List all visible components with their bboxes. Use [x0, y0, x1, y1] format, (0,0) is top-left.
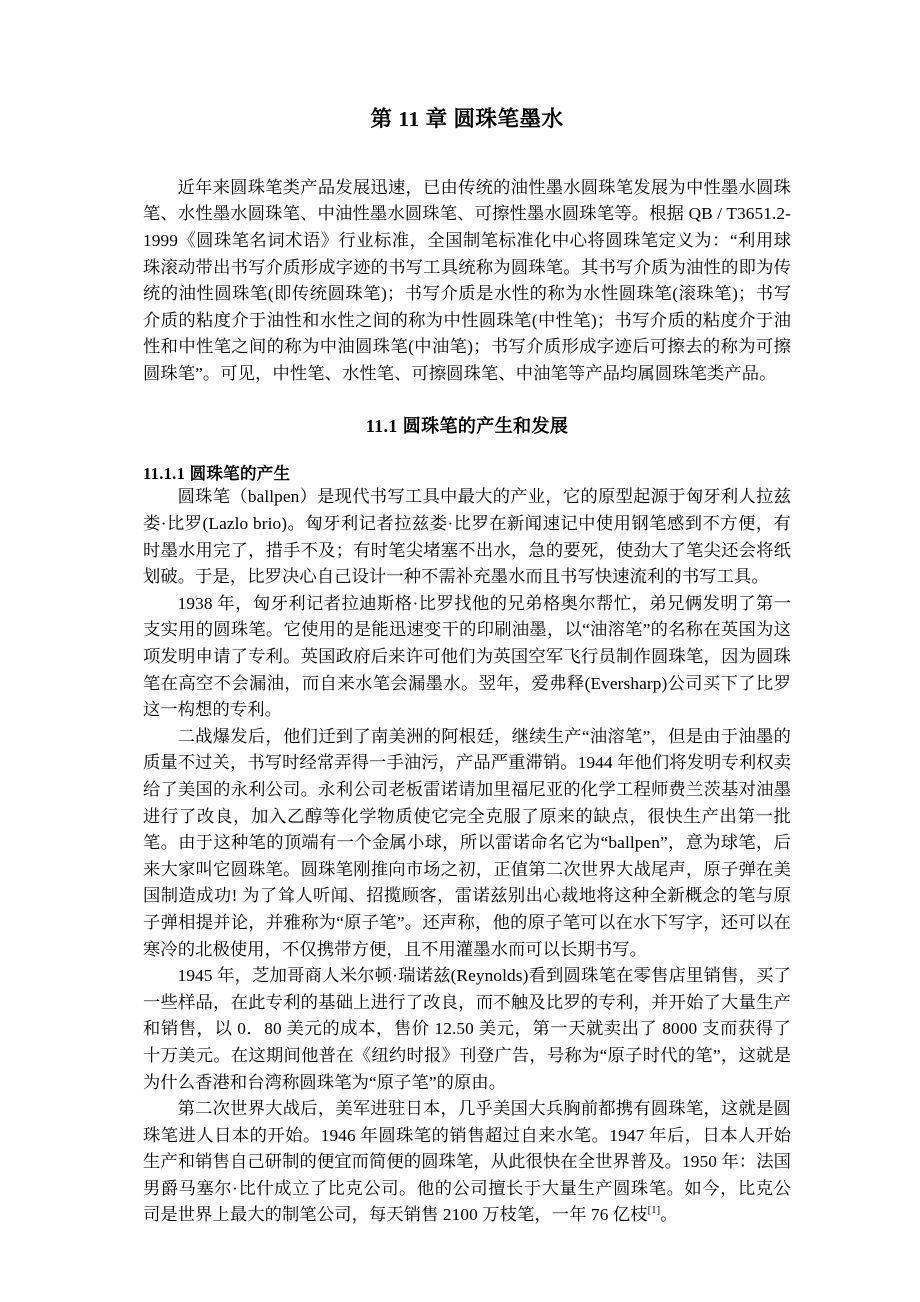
body-paragraph-5 — [143, 1096, 791, 1229]
page-content — [143, 0, 791, 1229]
reference-marker: [1] — [647, 1205, 661, 1217]
intro-paragraph: 近年来圆珠笔类产品发展迅速，已由传统的油性墨水圆珠笔发展为中性墨水圆珠笔、水性墨水圆珠笔、中油性墨水圆珠笔、可擦性墨水圆珠笔等。根据 QB / T3651.2-1999《圆珠笔名词术语》行业标准，全国制笔标准化中心将圆珠笔定义为：“利用球珠滚动带出书写介质形成字迹的书写工具统称为圆珠笔。其书写介质为油性的即为传统的油性圆珠笔(即传统圆珠笔)；书写介质是水性的称为水性圆珠笔(滚珠笔)；书写介质的粘度介于油性和水性之间的称为中性圆珠笔(中性笔)；书写介质的粘度介于油性和中性笔之间的称为中油圆珠笔(中油笔)；书写介质形成字迹后可擦去的称为可擦圆珠笔”。可见，中性笔、水性笔、可擦圆珠笔、中油笔等产品均属圆珠笔类产品。 — [143, 177, 791, 384]
body-paragraph-4: 1945 年，芝加哥商人米尔顿·瑞诺兹(Reynolds)看到圆珠笔在零售店里销售，买了一些样品，在此专利的基础上进行了改良，而不触及比罗的专利，并开始了大量生产和销售，以 0．80 美元的成本，售价 12.50 美元，第一天就卖出了 8000 支而获得了十万美元。在这期间他普在《纽约时报》刊登广告，号称为“原子时代的笔”，这就是为什么香港和台湾称圆珠笔为“原子笔”的原由。 — [143, 966, 791, 1092]
body-paragraph-5-text: 第二次世界大战后，美军进驻日本，几乎美国大兵胸前都携有圆珠笔，这就是圆珠笔进人日本的开始。1946 年圆珠笔的销售超过自来水笔。1947 年后，日本人开始生产和销售自己研制的便宜而简便的圆珠笔，从此很快在全世界普及。1950 年：法国男爵马塞尔·比什成立了比克公司。他的公司擅长于大量生产圆珠笔。如今，比克公司是世界上最大的制笔公司，每天销售 2100 万枝笔，一年 76 亿枝 — [143, 1099, 791, 1225]
body-paragraph-2: 1938 年，匈牙利记者拉迪斯格·比罗找他的兄弟格奥尔帮忙，弟兄俩发明了第一支实用的圆珠笔。它使用的是能迅速变干的印刷油墨，以“油溶笔”的名称在英国为这项发明申请了专利。英国政府后来许可他们为英国空军飞行员制作圆珠笔，因为圆珠笔在高空不会漏油，而自来水笔会漏墨水。翌年，爱弗释(Eversharp)公司买下了比罗这一构想的专利。 — [143, 593, 791, 720]
reference-trailing-punctuation: 。 — [660, 1205, 678, 1225]
body-paragraph-3: 二战爆发后，他们迁到了南美洲的阿根廷，继续生产“油溶笔”，但是由于油墨的质量不过关，书写时经常弄得一手油污，产品严重滞销。1944 年他们将发明专利权卖给了美国的永利公司。永利公司老板雷诺请加里福尼亚的化学工程师费兰茨基对油墨进行了改良，加入乙醇等化学物质使它完全克服了原来的缺点，很快生产出第一批笔。由于这种笔的顶端有一个金属小球，所以雷诺命名它为“ballpen”，意为球笔，后来大家叫它圆珠笔。圆珠笔刚推向市场之初，正值第二次世界大战尾声，原子弹在美国制造成功! 为了耸人听闻、招揽顾客，雷诺兹别出心裁地将这种全新概念的笔与原子弹相提并论，并雅称为“原子笔”。还声称，他的原子笔可以在水下写字，还可以在寒冷的北极使用，不仅携带方便，且不用灌墨水而可以长期书写。 — [143, 726, 791, 959]
subsection-heading: 11.1.1 圆珠笔的产生 — [143, 464, 291, 484]
section-heading: 11.1 圆珠笔的产生和发展 — [365, 415, 569, 436]
chapter-title: 第 11 章 圆珠笔墨水 — [370, 107, 564, 131]
body-paragraph-1: 圆珠笔（ballpen）是现代书写工具中最大的产业，它的原型起源于匈牙利人拉兹娄·比罗(Lazlo brio)。匈牙利记者拉兹娄·比罗在新闻速记中使用钢笔感到不方便，有时墨水用完了，措手不及；有时笔尖堵塞不出水，急的要死，使劲大了笔尖还会将纸划破。于是，比罗决心自己设计一种不需补充墨水而且书写快速流利的书写工具。 — [143, 487, 791, 587]
